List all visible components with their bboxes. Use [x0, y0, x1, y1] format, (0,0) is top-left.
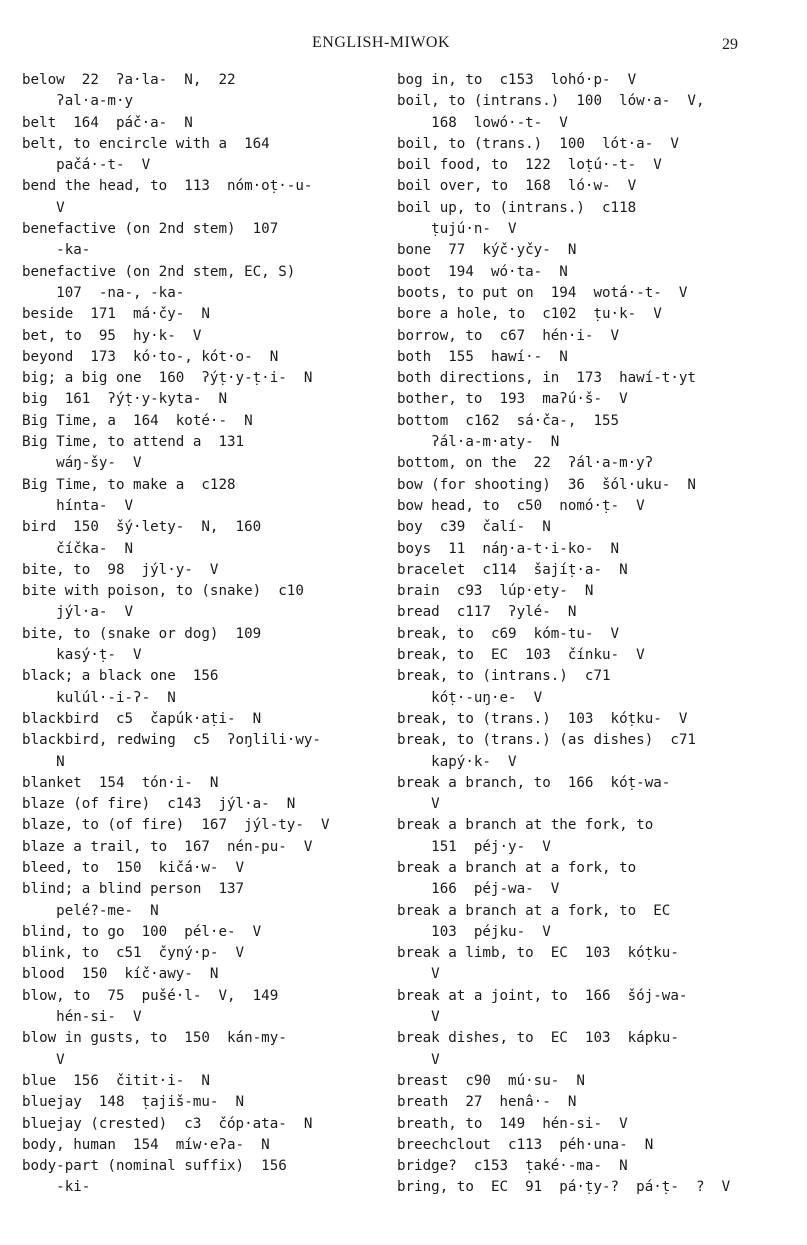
dictionary-line: V — [397, 796, 440, 813]
dictionary-line: below 22 ʔa·la- N, 22 — [22, 72, 236, 88]
dictionary-line: breast c90 mú·su- N — [397, 1072, 585, 1089]
dictionary-line: break dishes, to EC 103 kápku- — [397, 1030, 679, 1047]
dictionary-line: benefactive (on 2nd stem, EC, S) — [22, 263, 296, 280]
dictionary-line: jýl·a- V — [22, 604, 134, 621]
dictionary-line: bother, to 193 maʔú·š- V — [397, 391, 628, 408]
dictionary-line: break, to c69 kóm-tu- V — [397, 625, 620, 642]
dictionary-line: kapý·k- V — [397, 753, 517, 770]
dictionary-line: beside 171 má·čy- N — [22, 306, 210, 323]
dictionary-line: hínta- V — [22, 497, 134, 514]
dictionary-line: breath, to 149 hén-si- V — [397, 1115, 628, 1132]
dictionary-line: borrow, to c67 hén·i- V — [397, 327, 620, 344]
dictionary-line: blackbird c5 čapúk·aṭi- N — [22, 710, 262, 727]
dictionary-line: boys 11 náŋ·a-t·i-ko- N — [397, 540, 620, 557]
dictionary-line: big; a big one 160 ʔýṭ·y-ṭ·i- N — [22, 370, 313, 387]
dictionary-line: blaze a trail, to 167 nén-pu- V — [22, 838, 313, 855]
dictionary-line: bite, to (snake or dog) 109 — [22, 625, 262, 642]
dictionary-line: V — [397, 1009, 440, 1026]
dictionary-line: V — [22, 199, 65, 216]
dictionary-line: blind; a blind person 137 — [22, 881, 245, 898]
dictionary-line: kóṭ·-uŋ·e- V — [397, 689, 543, 706]
dictionary-line: boots, to put on 194 wotá·-t- V — [397, 284, 688, 301]
dictionary-line: Big Time, to attend a 131 — [22, 434, 245, 451]
dictionary-line: pelé?-me- N — [22, 902, 159, 919]
dictionary-line: bend the head, to 113 nóm·oṭ·-u- — [22, 178, 313, 195]
dictionary-line: blind, to go 100 pél·e- V — [22, 923, 262, 940]
dictionary-line: blink, to c51 čyný·p- V — [22, 945, 245, 962]
dictionary-line: big 161 ʔýṭ·y-kyta- N — [22, 391, 227, 408]
dictionary-line: boil over, to 168 ló·w- V — [397, 178, 637, 195]
dictionary-line: break a branch, to 166 kóṭ-wa- — [397, 774, 671, 791]
dictionary-line: ṭujú·n- V — [397, 221, 517, 238]
dictionary-line: blood 150 kíč·awy- N — [22, 966, 219, 983]
dictionary-line: bracelet c114 šajíṭ·a- N — [397, 561, 628, 578]
dictionary-line: bite, to 98 jýl·y- V — [22, 561, 219, 578]
dictionary-line: blow, to 75 pušé·l- V, 149 — [22, 987, 279, 1004]
dictionary-line: hén-si- V — [22, 1009, 142, 1026]
dictionary-line: bet, to 95 hy·k- V — [22, 327, 202, 344]
left-column — [22, 70, 387, 1199]
dictionary-line: break, to (trans.) (as dishes) c71 — [397, 732, 696, 749]
right-column — [397, 70, 802, 1199]
dictionary-line: bone 77 kýč·yčy- N — [397, 242, 577, 259]
dictionary-line: breath 27 henâ·- N — [397, 1094, 577, 1111]
dictionary-line: both 155 hawí·- N — [397, 348, 568, 365]
dictionary-line: Big Time, to make a c128 — [22, 476, 236, 493]
dictionary-line: boil up, to (intrans.) c118 — [397, 199, 637, 216]
dictionary-line: brain c93 lúp·ety- N — [397, 583, 594, 600]
dictionary-line: blow in gusts, to 150 kán-my- — [22, 1030, 287, 1047]
dictionary-line: break, to EC 103 čínku- V — [397, 647, 645, 664]
dictionary-line: bow head, to c50 nomó·ṭ- V — [397, 497, 645, 514]
dictionary-line: body-part (nominal suffix) 156 — [22, 1158, 287, 1175]
dictionary-line: break a branch at the fork, to — [397, 817, 654, 834]
dictionary-line: bluejay (crested) c3 čóp·ata- N — [22, 1115, 313, 1132]
dictionary-line: body, human 154 míw·eʔa- N — [22, 1136, 270, 1153]
dictionary-line: bore a hole, to c102 ṭu·k- V — [397, 306, 662, 323]
dictionary-line: boil food, to 122 loṭú·-t- V — [397, 157, 662, 174]
dictionary-line: both directions, in 173 hawí-t·yt — [397, 370, 696, 387]
dictionary-line: belt, to encircle with a 164 — [22, 135, 270, 152]
dictionary-line: V — [397, 1051, 440, 1068]
running-title: ENGLISH-MIWOK — [312, 34, 451, 51]
dictionary-line: pačá·-t- V — [22, 157, 151, 174]
dictionary-line: break at a joint, to 166 šój-wa- — [397, 987, 688, 1004]
dictionary-line: -ka- — [22, 242, 91, 259]
dictionary-line: bottom, on the 22 ʔál·a-m·yʔ — [397, 455, 654, 472]
dictionary-line: bleed, to 150 kičá·w- V — [22, 859, 245, 876]
dictionary-line: bite with poison, to (snake) c10 — [22, 583, 304, 600]
dictionary-line: break, to (intrans.) c71 — [397, 668, 611, 685]
dictionary-line: boil, to (intrans.) 100 lów·a- V, — [397, 93, 705, 110]
dictionary-line: boil, to (trans.) 100 lót·a- V — [397, 135, 679, 152]
dictionary-line: bread c117 ʔylé- N — [397, 604, 577, 621]
dictionary-line: blaze, to (of fire) 167 jýl-ty- V — [22, 817, 330, 834]
page-number: 29 — [722, 36, 738, 53]
dictionary-line: 151 péj·y- V — [397, 838, 551, 855]
dictionary-line: black; a black one 156 — [22, 668, 219, 685]
dictionary-line: ʔal·a-m·y — [22, 93, 134, 110]
dictionary-line: blue 156 čitit·i- N — [22, 1072, 210, 1089]
dictionary-line: benefactive (on 2nd stem) 107 — [22, 221, 279, 238]
dictionary-line: bow (for shooting) 36 šól·uku- N — [397, 476, 696, 493]
dictionary-line: bluejay 148 ṭajiš-mu- N — [22, 1094, 245, 1111]
dictionary-line: kasý·ṭ- V — [22, 647, 142, 664]
dictionary-line: blackbird, redwing c5 ʔoŋlili·wy- — [22, 732, 321, 749]
dictionary-line: boy c39 čalí- N — [397, 519, 551, 536]
dictionary-line: bottom c162 sá·ča-, 155 — [397, 412, 620, 429]
dictionary-line: číčka- N — [22, 540, 134, 557]
dictionary-line: break a branch at a fork, to EC — [397, 902, 671, 919]
dictionary-line: 166 péj-wa- V — [397, 881, 560, 898]
dictionary-line: beyond 173 kó·to-, kót·o- N — [22, 348, 279, 365]
dictionary-line: wáŋ-šy- V — [22, 455, 142, 472]
dictionary-line: 107 -na-, -ka- — [22, 284, 185, 301]
dictionary-line: kulúl·-i-ʔ- N — [22, 689, 176, 706]
dictionary-line: N — [22, 753, 65, 770]
dictionary-line: break a limb, to EC 103 kóṭku- — [397, 945, 679, 962]
dictionary-line: break a branch at a fork, to — [397, 859, 637, 876]
dictionary-line: V — [397, 966, 440, 983]
dictionary-line: breechclout c113 péh·una- N — [397, 1136, 654, 1153]
dictionary-line: bridge? c153 ṭaké·-ma- N — [397, 1158, 628, 1175]
page-header — [0, 30, 807, 60]
dictionary-line: -ki- — [22, 1179, 91, 1196]
dictionary-line: bird 150 šý·lety- N, 160 — [22, 519, 262, 536]
dictionary-line: belt 164 páč·a- N — [22, 114, 193, 131]
dictionary-line: blaze (of fire) c143 jýl·a- N — [22, 796, 296, 813]
dictionary-line: bring, to EC 91 pá·ṭy-? pá·ṭ- ? V — [397, 1179, 731, 1196]
dictionary-line: 103 péjku- V — [397, 923, 551, 940]
dictionary-line: V — [22, 1051, 65, 1068]
dictionary-line: boot 194 wó·ta- N — [397, 263, 568, 280]
dictionary-line: bog in, to c153 lohó·p- V — [397, 72, 637, 88]
dictionary-line: Big Time, a 164 koté·- N — [22, 412, 253, 429]
dictionary-line: break, to (trans.) 103 kóṭku- V — [397, 710, 688, 727]
dictionary-line: blanket 154 tón·i- N — [22, 774, 219, 791]
dictionary-line: ʔál·a-m·aty- N — [397, 434, 560, 451]
dictionary-line: 168 lowó·-t- V — [397, 114, 568, 131]
